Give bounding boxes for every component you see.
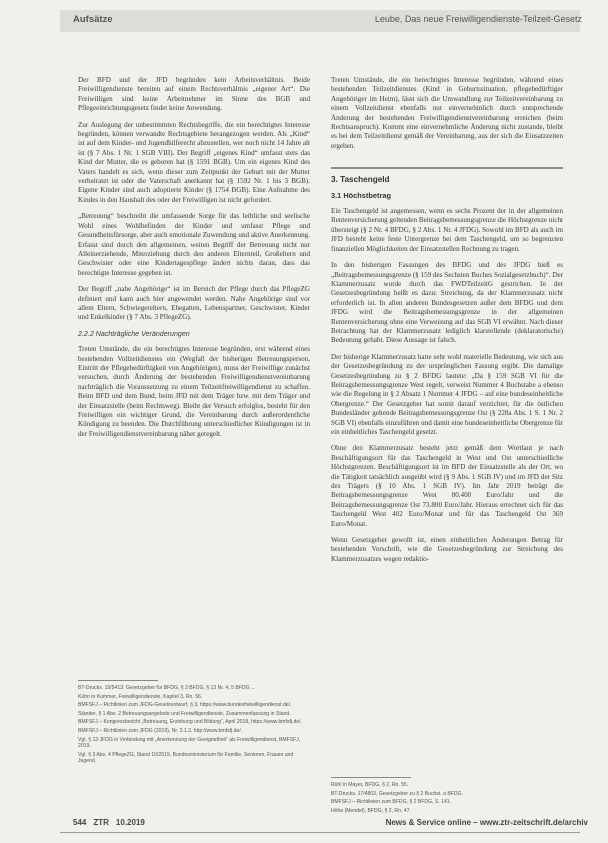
footnote: Rühl in Mayer, BFDG, § 2, Rn. 55. <box>331 782 409 788</box>
paragraph: Ein Taschengeld ist angemessen, wenn es sechs Prozent der in der allgemeinen Rentenversicherung geltenden Beitragsbemessungsgrenze die Höchstgrenze nicht übersteigt (§ 2 Nr. 4 BFDG, § 2 Abs. 1 Nr. 4 JFDG). Sowohl im BFD als auch im JFD besteht keine feste Untergrenze bei dem Taschengeld, um so begrenzten finanziellen Möglichkeiten der Einsatzstellen Rechnung zu tragen. <box>331 207 563 253</box>
left-column <box>78 76 310 439</box>
footnotes-right <box>331 782 563 816</box>
running-title: Leube, Das neue Freiwilligendienste-Teilzeit-Gesetz <box>374 14 582 24</box>
footnote-rule <box>331 777 411 778</box>
footnote: BT-Drucks. 19/5413: Gesetzgeber für BFDG, § 3 BFDG, § 13 Nr. 4, 5 BFDG ... <box>78 685 256 691</box>
paragraph: Ohne den Klammerzusatz besteht jetzt gemäß dem Wortlaut je nach Beschäftigungsort für das Taschengeld in West und Ost unterschiedliche Höchstgrenzen. Beschäftigungsort ist im BFD der Einsatzstelle als der Ort, wo die Tätigkeit tatsächlich ausgeübt wird (§ 9 Abs. 1 SGB IV) und im JFD der Sitz des Trägers (§ 10 Abs. 1 SGB IV). Im Jahr 2019 beträgt die Beitragsbemessungsgrenze West 80.400 Euro/Jahr und die Beitragsbemessungsgrenze Ost 73.800 Euro/Jahr. Hieraus errechnet sich für das Taschengeld West 402 Euro/Monat und für das Taschengeld Ost 369 Euro/Monat. <box>331 444 563 528</box>
footnote: Ständer, § 1 Abs. 2 Betreuungsangebote und Freiwilligendienste, Zusammenfassung in Stand. <box>78 710 291 717</box>
section-label: Aufsätze <box>73 14 113 25</box>
issue-label: 10.2019 <box>115 818 145 827</box>
footer-left <box>73 818 152 827</box>
footnote: Vgl. § 13 JFDG in Verbindung mit „Anerkennung der Geeignetheit“ als Freiwilligendienst, BMFSFJ, 2019. <box>78 736 301 750</box>
journal-name: ZTR <box>93 818 109 827</box>
footnote-rule <box>78 680 158 681</box>
right-column <box>331 76 563 564</box>
footnotes-left <box>78 685 310 767</box>
subsection-heading: 3.1 Höchstbetrag <box>331 190 391 200</box>
section-heading: 3. Taschengeld <box>331 167 563 184</box>
footnote: Höhe (Mendel), BFDG, § 2, Rn. 47. <box>331 807 411 814</box>
footnote: BMFSFJ – Richtlinien zum BFDG, § 2 BFDG, S. 141. <box>331 799 452 806</box>
paragraph: Treten Umstände, die ein berechtigtes Interesse begründen, während eines bestehenden Teilzeitdienstes (Kind in Geburtssituation, pflegebedürftiger Angehöriger im Heim), lässt sich die Umwandlung zur Teilzeitvereinbarung zu einem Vollzeitdienst ebenfalls nur einvernehmlich durch entsprechende Änderung der bestehenden Freiwilligendienstvereinbarung erreichen (beim Rechtsanspruch). Kommt eine einvernehmliche Änderung nicht zustande, bleibt es bei dem Teilzeitdienst gemäß der Vereinbarung, aus der sich die Einsatzzeiten ergeben. <box>331 76 563 150</box>
paragraph: Der Begriff „nahe Angehörige“ ist im Bereich der Pflege durch das PflegeZG definiert und kann auch hier angewendet werden. Nahe Angehörige sind vor allem Eltern, Schwiegereltern, Ehegatten, Lebenspartner, Geschwister, Kinder und Enkelkinder (§ 7 Abs. 3 PflegeZG). <box>78 285 310 322</box>
footnote: Kühn in Kummer, Freiwilligendienste, Kapitel 3, Rn. 56. <box>78 693 203 700</box>
subheading: 2.2.2 Nachträgliche Veränderungen <box>78 329 190 338</box>
paragraph: In den bisherigen Fassungen des BFDG und des JFDG hieß es „Beitragsbemessungsgrenze (§ 159 des Sechsten Buches Sozialgesetzbuch)“. Der Klammerzusatz wurde durch das FWDTeilzeitG gestrichen. In der Gesetzesbegründung heißt es dazu: Streichung, da der Klammerzusatz nicht erforderlich ist. In allen anderen Bundesgesetzen außer dem BFDG und dem JFDG wird die Beitragsbemessungsgrenze in der allgemeinen Rentenversicherung ohne eine Verweisung auf das SGB VI erwähnt. Nach dieser Betrachtung hat der Klammerzusatz lediglich klarstellende (deklaratorische) Bedeutung gehabt. Diese Aussage ist falsch. <box>331 261 563 345</box>
paragraph: Der BFD und der JFD begründen kein Arbeitsverhältnis. Beide Freiwilligendienste bereiten auf einem Rechtsverhältnis „eigener Art“. Die Freiwilligen sind keine Arbeitnehmer im Sinne des BGB und Pflegeeinrichtungsgesetz findet keine Anwendung. <box>78 76 310 113</box>
paragraph: Der bisherige Klammerzusatz hatte sehr wohl materielle Bedeutung, wie sich aus der Gesetzesbegründung zu der ursprünglichen Fassung ergibt. Die damalige Gesetzesbegründung zu § 2 BFDG lautete: „Da § 159 SGB VI für die Beitragsbemessungsgrenze West regelt, verweist Nummer 4 Buchstabe a ebenso wie die Regelung in § 2 Absatz 1 Nummer 4 JFDG – auf eine bundeseinheitliche Obergrenze.“ Der Gesetzgeber hat somit darauf verzichtet, für die östlichen Bundesländer geltende Beitragsbemessungsgrenze Ost (§ 228a Abs. 1 S. 1 Nr. 2 SGB VI) ebenfalls einzuführen und damit eine bundeseinheitliche Obergrenze für ein einheitliches Taschengeld gesetzt. <box>331 352 563 436</box>
footer-archive-link[interactable]: News & Service online – www.ztr-zeitschrift.de/archiv <box>385 818 588 827</box>
paragraph: Zur Auslegung der unbestimmten Rechtsbegriffe, die ein berechtigtes Interesse begründen, können verwandte Rechtsgebiete herangezogen werden. Als „Kind“ ist auf dem Kinder- und Jugendhilferecht abzustellen, wer noch nicht 14 Jahre alt ist (§ 7 Abs. 1 Nr. 1 SGB VIII). Der Begriff „eigenes Kind“ umfasst stets das Kind der Mutter, die es geboren hat (§ 1591 BGB). Um ein eigenes Kind des Vaters handelt es sich, wenn dieser zum Zeitpunkt der Geburt mit der Mutter verheiratet ist oder die Vaterschaft anerkannt hat (§ 1592 Nr. 1 bis 3 BGB). Eigene Kinder sind auch adoptierte Kinder (§ 1754 BGB). Eine Aufnahme des Kindes in den Haushalt des oder der Freiwilligen ist nicht gefordert. <box>78 120 310 204</box>
footnote: Vgl. § 3 Abs. 4 PflegeZG, Stand 10/2019, Bundesministerium für Familie, Senioren, Frauen und Jugend. <box>78 751 294 765</box>
footer-rule <box>60 832 580 833</box>
footnote: BMFSFJ – Richtlinien zum JFDG-Gesetzentwurf, § 3, https://www.bundesfreiwilligendienst.de/. <box>78 702 292 709</box>
paragraph: Treten Umstände, die ein berechtigtes Interesse begründen, erst während eines bestehenden Vollzeitdienstes ein (Wegfall der bisherigen Betreuungsperson, Eintritt der Pflegebedürftigkeit von Angehörigen), muss der Freiwillige zunächst versuchen, durch Änderung der bestehenden Freiwilligendienstvereinbarung nachträglich die Voraussetzung zu einem Teilzeitfreiwilligendienst zu schaffen. Beim BFD und dem Bund, beim JFD mit dem Träger bzw. mit dem Träger und der Einsatzstelle (beim Rechtsweg). Bleibt der Versuch erfolglos, besteht für den Freiwilligen ein wichtiger Grund, die Vereinbarung durch außerordentliche Kündigung zu beenden. Die Durchführung unterschiedlicher Kündigungen ist in der Freiwilligendienstvereinbarung näher geregelt. <box>78 345 310 438</box>
footnote: BMFSFJ – Kongressbericht „Betreuung, Erziehung und Bildung“, April 2018, https://www.bmfsfj.de/. <box>78 719 302 726</box>
page-number: 544 <box>73 818 87 827</box>
paragraph: „Betreuung“ beschreibt die umfassende Sorge für das leibliche und seelische Wohl eines Wohlbefinden der Kinder und umfasst Pflege und Gesundheitsfürsorge, aber auch emotionale Zuwendung und aktive Anerkennung. Erfasst sind durch den allgemeinen, weiten Begriff der Betreuung nicht nur Alleinerziehende, Miterziehung durch den anderen Elternteil, Großeltern und Geschwister oder eine Kindertagespflege ändert nichts daran, dass das berechtigte Interesse gegeben ist. <box>78 212 310 277</box>
footnote: BMFSFJ – Richtlinien zum JFDG (2019), Nr. 2.1.2, http://www.bmfsfj.de/. <box>78 727 243 734</box>
footnote: BT-Drucks. 17/4803, Gesetzgeber zu § 2 Buchst. a BFDG. <box>331 790 463 797</box>
paragraph: Wenn Gesetzgeber gewollt ist, einen einheitlichen Änderungen Betrag für bestehenden Vorschrift, wie die Gesetzesbegründung zur Streichung des Klammerzusatzes wegen redaktio- <box>331 536 563 563</box>
